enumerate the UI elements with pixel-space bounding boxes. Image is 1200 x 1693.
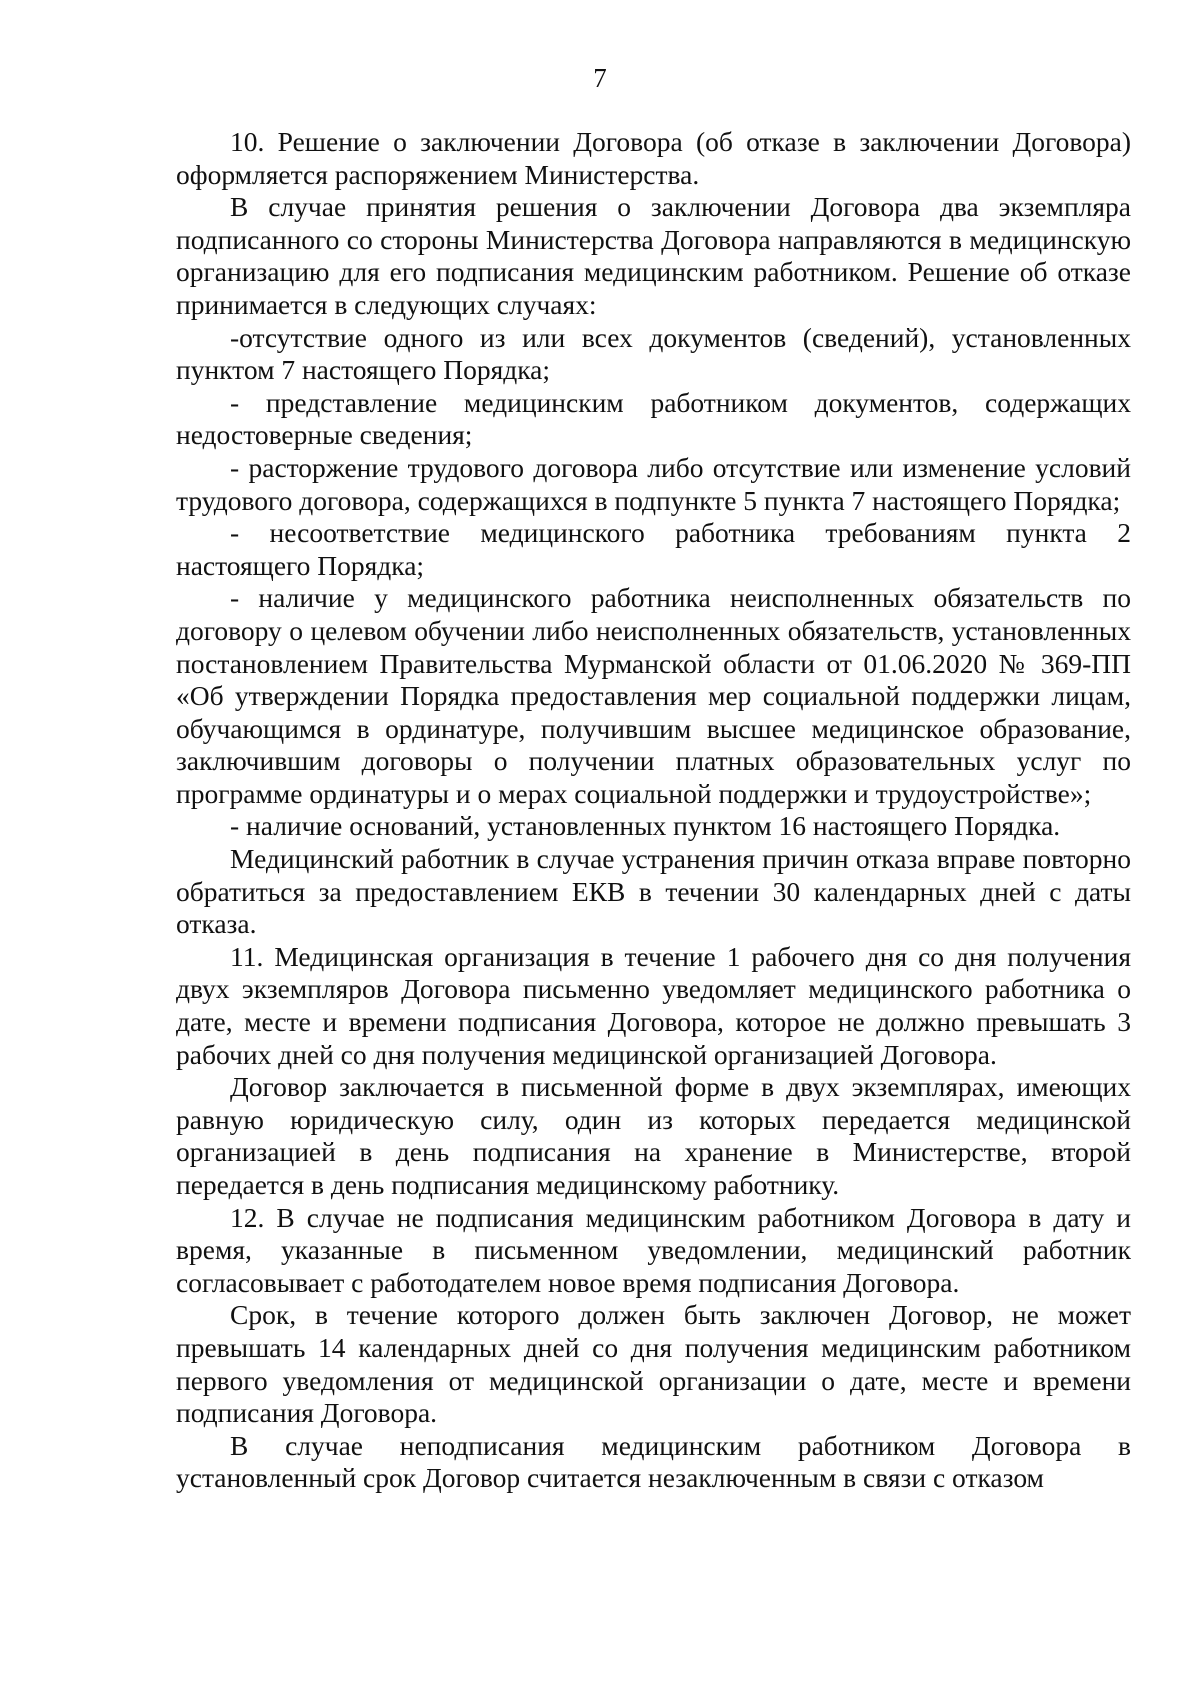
page-number: 7 [593,63,607,93]
paragraph-signing-term: Срок, в течение которого должен быть заключен Договор, не может превышать 14 календарных дней со дня получения медицинским работником первого уведомления от медицинской организации о дате, месте и времени подписания Договора. [176,1299,1131,1429]
paragraph-agreement-copies: Договор заключается в письменной форме в двух экземплярах, имеющих равную юридическую силу, один из которых передается медицинской организацией в день подписания на хранение в Министерстве, второй передается в день подписания медицинскому работнику. [176,1071,1131,1200]
paragraph-agreement-sent: В случае принятия решения о заключении Договора два экземпляра подписанного со стороны Министерства Договора направляются в медицинскую организацию для его подписания медицинским работником. Решение об отказе принимается в следующих случаях: [176,191,1131,320]
refusal-reason-labor-contract: - расторжение трудового договора либо отсутствие или изменение условий трудового договора, содержащихся в подпункте 5 пункта 7 настоящего Порядка; [176,451,1131,516]
paragraph-12-not-signed: 12. В случае не подписания медицинским работником Договора в дату и время, указанные в письменном уведомлении, медицинский работник согласовывает с работодателем новое время подписания Договора. [176,1201,1131,1298]
refusal-reason-point-16: - наличие оснований, установленных пунктом 16 настоящего Порядка. [230,810,1061,842]
refusal-reason-false-information: - представление медицинским работником документов, содержащих недостоверные сведения; [176,386,1131,451]
refusal-reason-missing-documents: -отсутствие одного из или всех документов (сведений), установленных пунктом 7 настоящего Порядка; [176,321,1131,386]
refusal-reason-unfulfilled-obligations: - наличие у медицинского работника неисполненных обязательств по договору о целевом обучении либо неисполненных обязательств, установленных постановлением Правительства Мурманской области от 01.06.2020 № 369-ПП «Об утверждении Порядка предоставления мер социальной поддержки лицам, обучающимся в ординатуре, получившим высшее медицинское образование, заключившим договоры о получении платных образовательных услуг по программе ординатуры и о мерах социальной поддержки и трудоустройстве»; [176,582,1131,809]
paragraph-repeat-application: Медицинский работник в случае устранения причин отказа вправе повторно обратиться за предоставлением ЕКВ в течении 30 календарных дней с даты отказа. [176,843,1131,940]
document-body [176,126,1131,1495]
paragraph-10-decision: 10. Решение о заключении Договора (об отказе в заключении Договора) оформляется распоряжением Министерства. [176,126,1131,190]
paragraph-not-concluded: В случае неподписания медицинским работником Договора в установленный срок Договор считается незаключенным в связи с отказом [176,1429,1131,1494]
refusal-reason-requirements: - несоответствие медицинского работника требованиям пункта 2 настоящего Порядка; [176,517,1131,581]
paragraph-11-notification: 11. Медицинская организация в течение 1 рабочего дня со дня получения двух экземпляров Договора письменно уведомляет медицинского работника о дате, месте и времени подписания Договора, которое не должно превышать 3 рабочих дней со дня получения медицинской организацией Договора. [176,940,1131,1070]
